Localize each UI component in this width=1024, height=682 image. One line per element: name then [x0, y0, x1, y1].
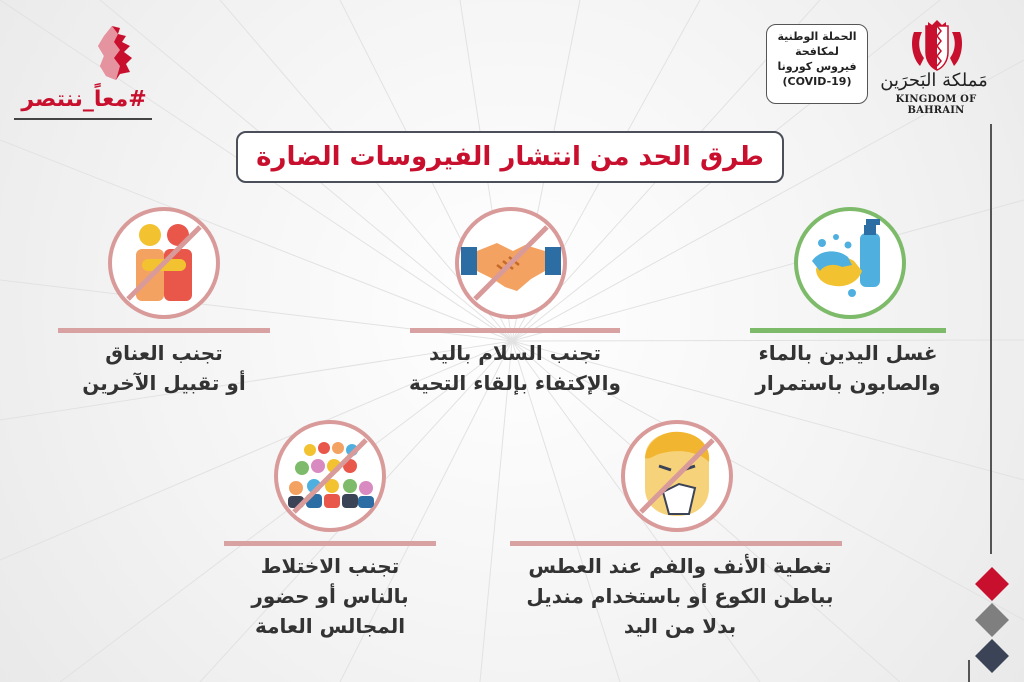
campaign-tag: [14, 18, 150, 116]
item-underline: [224, 541, 436, 546]
bahrain-emblem-icon: [908, 18, 966, 76]
sneeze-prohibited-icon: [619, 418, 735, 534]
item-caption-line: غسل اليدين بالماء: [758, 341, 938, 365]
item-caption-line: تغطية الأنف والفم عند العطس: [528, 554, 832, 578]
item-caption-line: تجنب الاختلاط: [260, 554, 400, 578]
item-caption-line: أو تقبيل الآخرين: [82, 371, 246, 395]
right-divider: [990, 124, 992, 554]
covid-line: لمكافحة: [795, 45, 839, 58]
hug-prohibited-icon: [106, 205, 222, 321]
item-caption-line: بدلا من اليد: [623, 614, 737, 638]
handshake-prohibited-icon: [453, 205, 569, 321]
item-caption-line: بالناس أو حضور: [251, 584, 409, 608]
kingdom-name-english: KINGDOM OF BAHRAIN: [895, 94, 977, 116]
item-caption-line: المجالس العامة: [254, 614, 406, 638]
kingdom-name-arabic: مَملكة البَحرَين: [880, 70, 988, 91]
covid-campaign-box: [766, 24, 868, 104]
covid-line: (COVID-19): [782, 75, 852, 88]
item-underline: [58, 328, 270, 333]
item-caption: [390, 338, 640, 398]
covid-line: فيروس كورونا: [777, 60, 857, 73]
item-caption: [520, 551, 840, 641]
item-caption-line: والإكتفاء بإلقاء التحية: [409, 371, 621, 395]
item-caption: [58, 338, 270, 398]
crowd-prohibited-icon: [272, 418, 388, 534]
handwash-icon: [792, 205, 908, 321]
page-title-box: [236, 131, 784, 183]
bahrain-map-icon: [90, 24, 142, 80]
campaign-hashtag: #معاً_ننتصر: [21, 87, 147, 112]
item-caption-line: تجنب السلام باليد: [429, 341, 601, 365]
item-underline: [750, 328, 946, 333]
item-caption: [224, 551, 436, 641]
item-caption-line: بباطن الكوع أو باستخدام منديل: [526, 584, 834, 608]
covid-line: الحملة الوطنية: [777, 30, 857, 43]
item-underline: [410, 328, 620, 333]
hashtag-underline: [14, 118, 152, 120]
page-title: طرق الحد من انتشار الفيروسات الضارة: [256, 142, 764, 172]
item-underline: [510, 541, 842, 546]
right-divider-bottom: [968, 660, 970, 682]
item-caption-line: تجنب العناق: [105, 341, 223, 365]
item-caption: [750, 338, 946, 398]
item-caption-line: والصابون باستمرار: [755, 371, 941, 395]
